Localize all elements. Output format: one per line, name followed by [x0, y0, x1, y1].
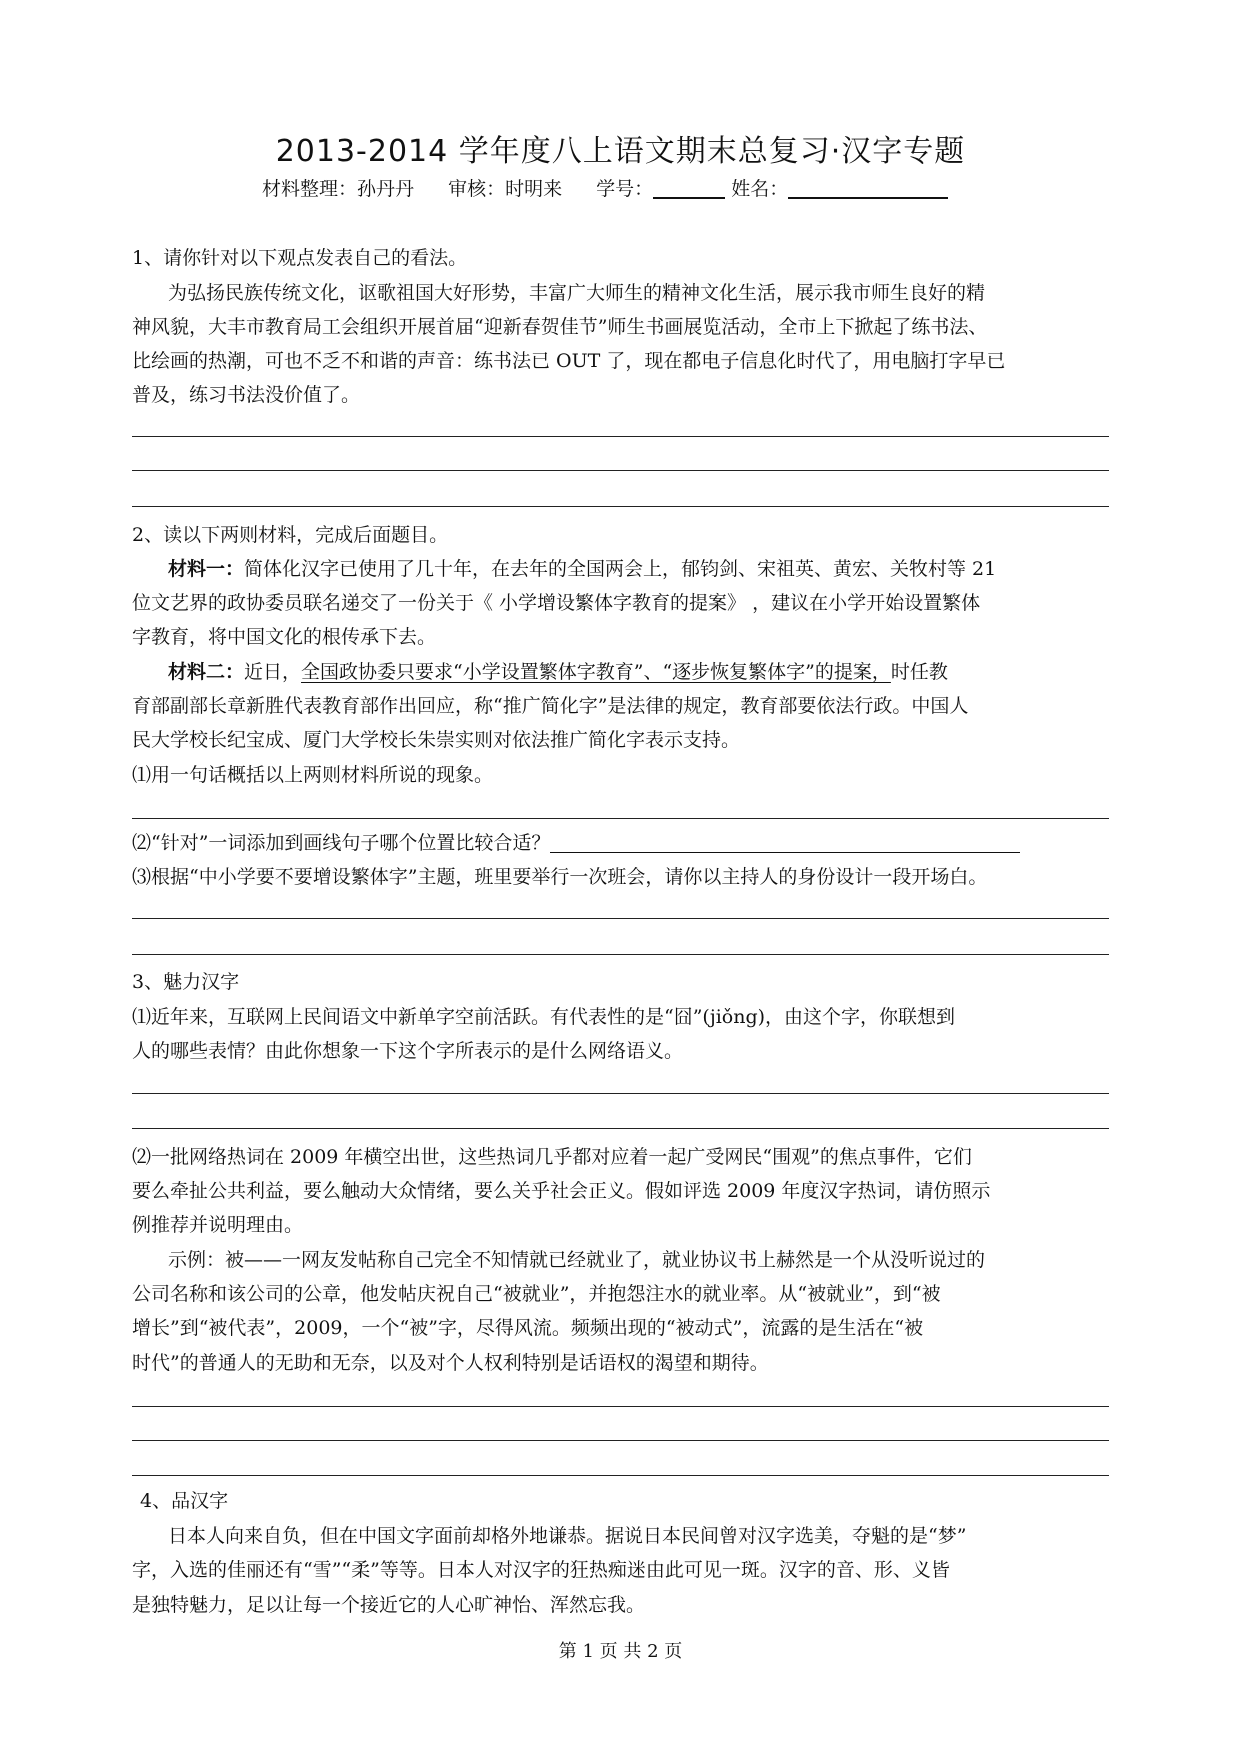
material2-text: 时任教: [890, 661, 948, 683]
q2-material1-line: 字教育，将中国文化的根传承下去。: [132, 626, 437, 648]
answer-line[interactable]: [132, 818, 1109, 819]
q3-sub1-line: 人的哪些表情？由此你想象一下这个字所表示的是什么网络语义。: [132, 1040, 684, 1062]
answer-line[interactable]: [132, 1475, 1109, 1476]
reviewer-text: 审核：时明来: [448, 178, 563, 200]
q2-material1-line: 位文艺界的政协委员联名递交了一份关于《 小学增设繁体字教育的提案》 ，建议在小学开始设置繁体: [132, 592, 981, 614]
q2-material2-line: [168, 657, 948, 684]
answer-line[interactable]: [132, 1406, 1109, 1407]
q2-material2-line: 民大学校长纪宝成、厦门大学校长朱崇实则对依法推广简化字表示支持。: [132, 729, 741, 751]
q3-sub2-line: 要么牵扯公共利益，要么触动大众情绪，要么关乎社会正义。假如评选 2009 年度汉字热词，请仿照示: [132, 1180, 991, 1202]
name-label: 姓名：: [731, 178, 789, 200]
q3-example-line: 示例：被——一网友发帖称自己完全不知情就已经就业了，就业协议书上赫然是一个从没听说过的: [168, 1249, 986, 1271]
answer-line[interactable]: [132, 1440, 1109, 1441]
answer-line[interactable]: [132, 1093, 1109, 1094]
page-footer: 第 1 页 共 2 页: [558, 1641, 683, 1662]
q1-text-line: 为弘扬民族传统文化，讴歌祖国大好形势，丰富广大师生的精神文化生活，展示我市师生良好的精: [168, 282, 986, 304]
material1-text: 简体化汉字已使用了几十年，在去年的全国两会上，郁钧剑、宋祖英、黄宏、关牧村等 21: [244, 558, 997, 580]
q3-sub2-line: ⑵一批网络热词在 2009 年横空出世，这些热词几乎都对应着一起广受网民“围观”的焦点事件，它们: [132, 1146, 972, 1168]
q1-text-line: 普及，练习书法没价值了。: [132, 384, 361, 406]
q1-text-line: 比绘画的热潮，可也不乏不和谐的声音：练书法已 OUT 了，现在都电子信息化时代了，用电脑打字早已: [132, 350, 1006, 372]
underlined-sentence: 全国政协委只要求“小学设置繁体字教育”、“逐步恢复繁体字”的提案，: [301, 661, 891, 683]
answer-line[interactable]: [132, 506, 1109, 507]
q3-sub1-line: ⑴近年来，互联网上民间语文中新单字空前活跃。有代表性的是“囧”(jiǒng)，由这个字，你联想到: [132, 1006, 956, 1028]
q2-sub2: [132, 828, 1020, 855]
page-title: 2013-2014 学年度八上语文期末总复习·汉字专题: [275, 134, 966, 169]
name-blank[interactable]: [788, 177, 948, 199]
answer-line[interactable]: [132, 954, 1109, 955]
q4-text-line: 字，入选的佳丽还有“雪”“柔”等等。日本人对汉字的狂热痴迷由此可见一斑。汉字的音、形、义皆: [132, 1559, 950, 1581]
q2-sub1: ⑴用一句话概括以上两则材料所说的现象。: [132, 764, 494, 786]
answer-line[interactable]: [132, 918, 1109, 919]
q2-material1-line: [168, 554, 996, 581]
q4-text-line: 是独特魅力，足以让每一个接近它的人心旷神怡、浑然忘我。: [132, 1594, 646, 1616]
q4-heading: 4、品汉字: [140, 1490, 229, 1512]
q3-example-line: 时代”的普通人的无助和无奈，以及对个人权利特别是话语权的渴望和期待。: [132, 1352, 769, 1374]
material2-label: 材料二：: [168, 661, 245, 683]
q3-heading: 3、魅力汉字: [132, 971, 240, 993]
student-no-label: 学号：: [596, 178, 654, 200]
header-meta: [262, 174, 948, 201]
q3-sub2-line: 例推荐并说明理由。: [132, 1214, 304, 1236]
q1-text-line: 神风貌，大丰市教育局工会组织开展首届“迎新春贺佳节”师生书画展览活动，全市上下掀起了练书法、: [132, 316, 988, 338]
answer-line[interactable]: [132, 470, 1109, 471]
q3-example-line: 增长”到“被代表”，2009，一个“被”字，尽得风流。频频出现的“被动式”，流露的是生活在“被: [132, 1317, 924, 1339]
q2-sub2-text: ⑵“针对”一词添加到画线句子哪个位置比较合适？: [132, 832, 551, 854]
q1-heading: 1、请你针对以下观点发表自己的看法。: [132, 247, 468, 269]
q2-sub3: ⑶根据“中小学要不要增设繁体字”主题，班里要举行一次班会，请你以主持人的身份设计一段开场白。: [132, 866, 988, 888]
q2-heading: 2、读以下两则材料，完成后面题目。: [132, 524, 449, 546]
q2-material2-line: 育部副部长章新胜代表教育部作出回应，称“推广简化字”是法律的规定，教育部要依法行政。中国人: [132, 695, 969, 717]
q4-text-line: 日本人向来自负，但在中国文字面前却格外地谦恭。据说日本民间曾对汉字选美，夺魁的是“梦”: [168, 1525, 967, 1547]
answer-line[interactable]: [132, 436, 1109, 437]
q3-example-line: 公司名称和该公司的公章，他发帖庆祝自己“被就业”，并抱怨注水的就业率。从“被就业”，到“被: [132, 1283, 941, 1305]
material1-label: 材料一：: [168, 558, 245, 580]
material2-text: 近日，: [244, 661, 302, 683]
student-no-blank[interactable]: [653, 177, 725, 199]
answer-line[interactable]: [132, 1128, 1109, 1129]
answer-blank[interactable]: [550, 832, 1020, 853]
compiler-text: 材料整理：孙丹丹: [262, 178, 415, 200]
